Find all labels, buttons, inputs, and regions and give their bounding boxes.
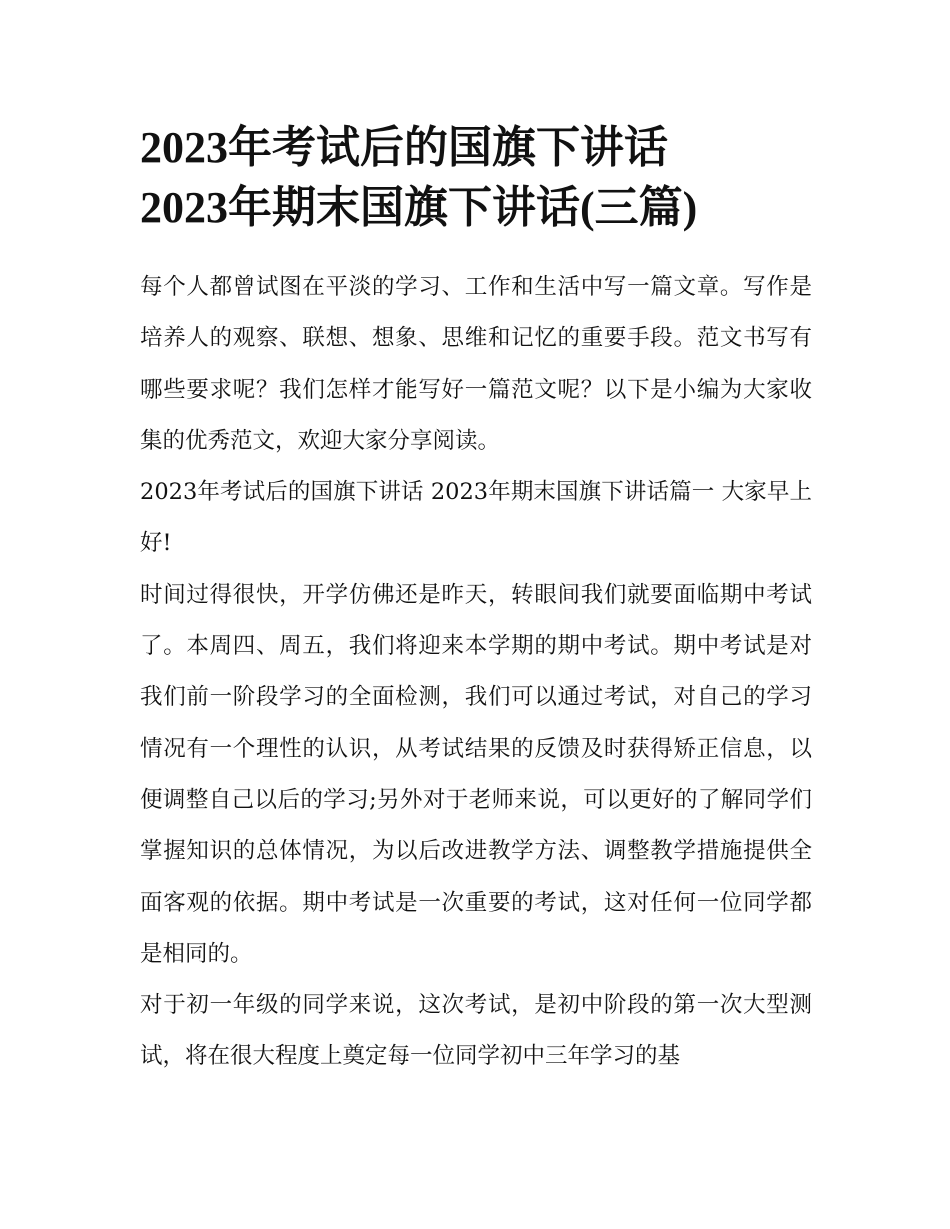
paragraph-intro: 每个人都曾试图在平淡的学习、工作和生活中写一篇文章。写作是培养人的观察、联想、想象、思维和记忆的重要手段。范文书写有哪些要求呢？我们怎样才能写好一篇范文呢？以下是小编为大家收集的优秀范文，欢迎大家分享阅读。 [140, 274, 812, 454]
document-page [140, 118, 812, 1083]
paragraph-grade-one: 对于初一年级的同学来说，这次考试，是初中阶段的第一次大型测试，将在很大程度上奠定每一位同学初中三年学习的基 [140, 992, 812, 1070]
title-line-2: 2023年期末国旗下讲话(三篇) [140, 183, 698, 232]
paragraph-greeting: 2023年考试后的国旗下讲话 2023年期末国旗下讲话篇一 大家早上好! [140, 479, 812, 557]
document-title [140, 118, 812, 238]
paragraph-exam: 时间过得很快，开学仿佛还是昨天，转眼间我们就要面临期中考试了。本周四、周五，我们将迎来本学期的期中考试。期中考试是对我们前一阶段学习的全面检测，我们可以通过考试，对自己的学习情况有一个理性的认识，从考试结果的反馈及时获得矫正信息，以便调整自己以后的学习;另外对于老师来说，可以更好的了解同学们掌握知识的总体情况，为以后改进教学方法、调整教学措施提供全面客观的依据。期中考试是一次重要的考试，这对任何一位同学都是相同的。 [140, 581, 812, 967]
title-line-1: 2023年考试后的国旗下讲话 [140, 123, 668, 172]
document-body [140, 262, 812, 1083]
